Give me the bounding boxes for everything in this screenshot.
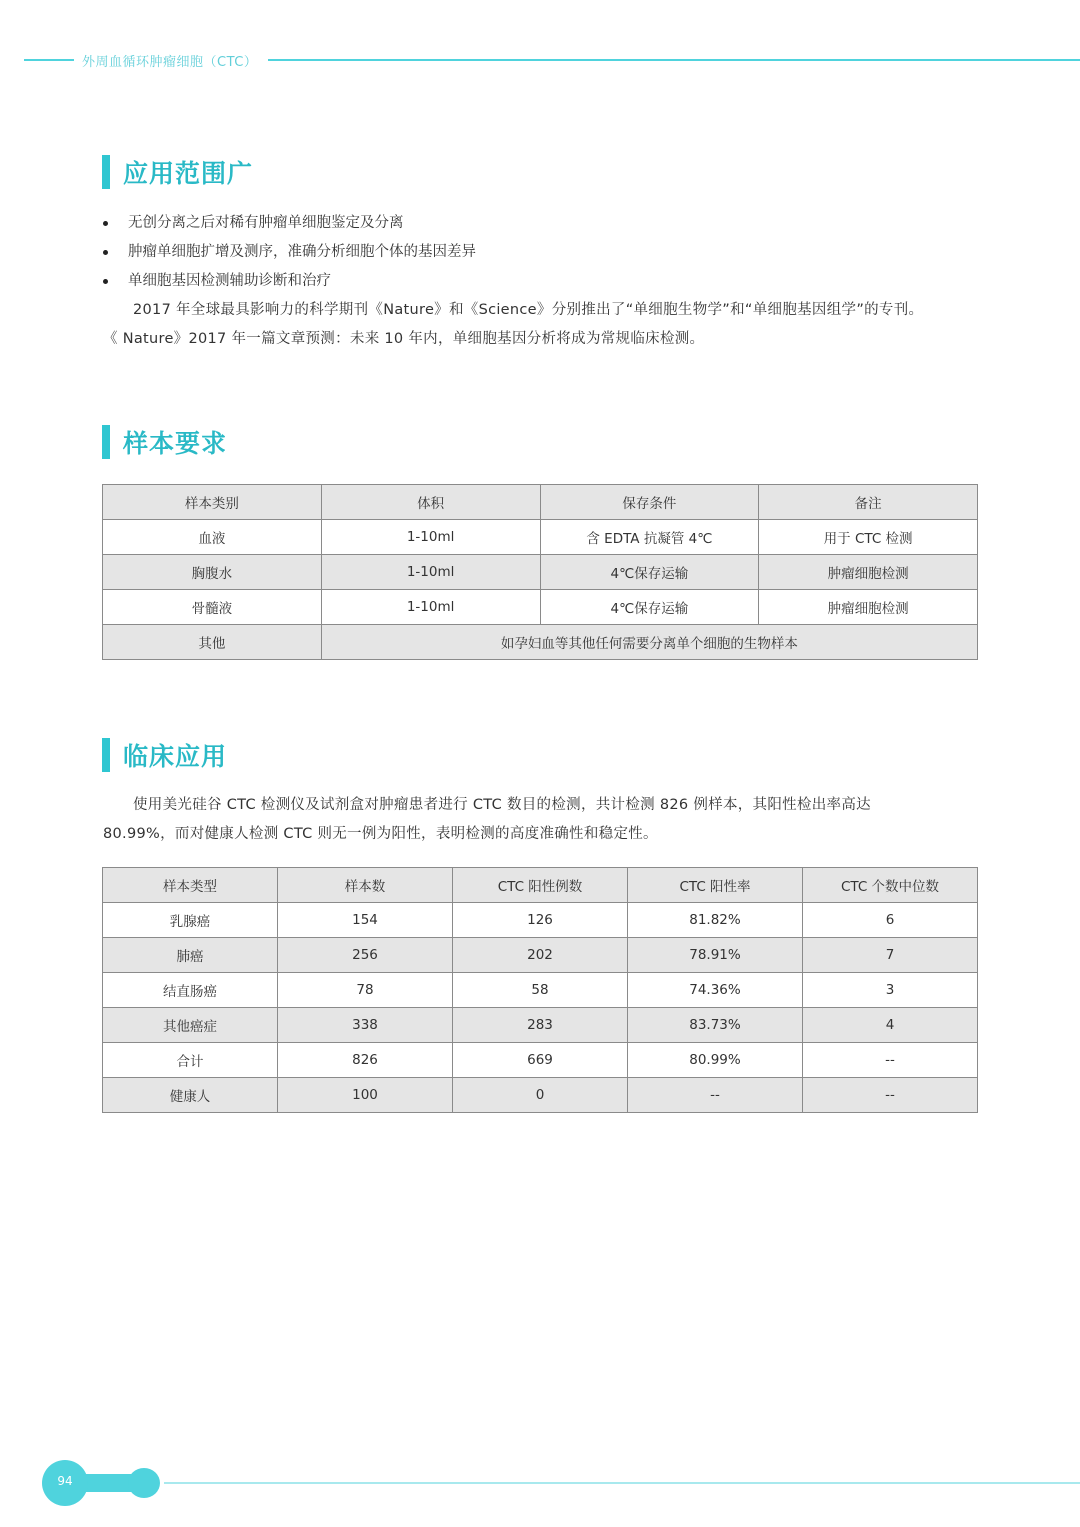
table-cell-merged: 如孕妇血等其他任何需要分离单个细胞的生物样本	[321, 625, 977, 660]
header-line-left	[24, 59, 74, 61]
table-row	[103, 1008, 978, 1043]
section-heading-clinical-application	[102, 737, 227, 773]
table-cell: --	[628, 1078, 803, 1113]
table-cell: 1-10ml	[321, 590, 540, 625]
table-cell: 826	[278, 1043, 453, 1078]
paragraph-line: 使用美光硅谷 CTC 检测仪及试剂盒对肿瘤患者进行 CTC 数目的检测，共计检测 826 例样本，其阳性检出率高达	[133, 797, 871, 813]
table-cell: 胸腹水	[103, 555, 322, 590]
header-title: 外周血循环肿瘤细胞（CTC）	[82, 55, 258, 70]
table-cell: 血液	[103, 520, 322, 555]
paragraph-line: 2017 年全球最具影响力的科学期刊《Nature》和《Science》分别推出了“单细胞生物学”和“单细胞基因组学”的专刊。	[133, 302, 924, 318]
paragraph-line: 《 Nature》2017 年一篇文章预测：未来 10 年内，单细胞基因分析将成为常规临床检测。	[103, 331, 705, 347]
clinical-paragraph	[103, 791, 983, 849]
table-cell: 其他癌症	[103, 1008, 278, 1043]
table-cell: 4℃保存运输	[540, 555, 759, 590]
footer-line	[164, 1482, 1080, 1484]
bullet-icon	[103, 279, 108, 284]
table-header-row	[103, 485, 978, 520]
feature-bullet-list	[103, 210, 983, 297]
column-header: CTC 个数中位数	[803, 868, 978, 903]
table-cell: 结直肠癌	[103, 973, 278, 1008]
table-cell: 81.82%	[628, 903, 803, 938]
column-header: 体积	[321, 485, 540, 520]
table-cell: 669	[453, 1043, 628, 1078]
table-row	[103, 1078, 978, 1113]
column-header: 备注	[759, 485, 978, 520]
section-title: 临床应用	[123, 742, 228, 771]
section-heading-application	[102, 154, 253, 190]
table-cell: 7	[803, 938, 978, 973]
column-header: 样本数	[278, 868, 453, 903]
table-cell: 3	[803, 973, 978, 1008]
table-cell: 78	[278, 973, 453, 1008]
table-cell: 100	[278, 1078, 453, 1113]
table-row	[103, 590, 978, 625]
section-title: 样本要求	[123, 429, 228, 458]
table-cell: 126	[453, 903, 628, 938]
table-row	[103, 973, 978, 1008]
table-cell: 78.91%	[628, 938, 803, 973]
page-number: 94	[57, 1474, 73, 1488]
list-item	[103, 210, 983, 239]
header-line-right	[268, 59, 1080, 61]
table-cell: 58	[453, 973, 628, 1008]
table-cell: 283	[453, 1008, 628, 1043]
footer-decoration	[128, 1468, 160, 1498]
table-cell: 用于 CTC 检测	[759, 520, 978, 555]
table-cell: 其他	[103, 625, 322, 660]
table-row	[103, 938, 978, 973]
column-header: CTC 阳性例数	[453, 868, 628, 903]
paragraph-line: 80.99%，而对健康人检测 CTC 则无一例为阳性，表明检测的高度准确性和稳定性。	[103, 826, 658, 842]
list-item-text: 无创分离之后对稀有肿瘤单细胞鉴定及分离	[128, 215, 404, 231]
list-item-text: 单细胞基因检测辅助诊断和治疗	[128, 273, 331, 289]
section-title: 应用范围广	[123, 159, 254, 188]
list-item	[103, 268, 983, 297]
column-header: 样本类别	[103, 485, 322, 520]
table-row	[103, 1043, 978, 1078]
table-cell: 健康人	[103, 1078, 278, 1113]
table-cell: 肿瘤细胞检测	[759, 590, 978, 625]
table-cell: 83.73%	[628, 1008, 803, 1043]
table-row	[103, 625, 978, 660]
table-cell: 4℃保存运输	[540, 590, 759, 625]
table-cell: 4	[803, 1008, 978, 1043]
table-cell: 80.99%	[628, 1043, 803, 1078]
table-cell: 肿瘤细胞检测	[759, 555, 978, 590]
column-header: CTC 阳性率	[628, 868, 803, 903]
table-cell: --	[803, 1043, 978, 1078]
column-header: 样本类型	[103, 868, 278, 903]
table-cell: 1-10ml	[321, 520, 540, 555]
table-header-row	[103, 868, 978, 903]
table-cell: 256	[278, 938, 453, 973]
clinical-results-table	[102, 867, 978, 1113]
table-cell: 肺癌	[103, 938, 278, 973]
table-cell: --	[803, 1078, 978, 1113]
table-row	[103, 555, 978, 590]
bullet-icon	[103, 221, 108, 226]
table-cell: 154	[278, 903, 453, 938]
table-cell: 乳腺癌	[103, 903, 278, 938]
table-cell: 338	[278, 1008, 453, 1043]
column-header: 保存条件	[540, 485, 759, 520]
table-cell: 6	[803, 903, 978, 938]
table-row	[103, 520, 978, 555]
table-cell: 合计	[103, 1043, 278, 1078]
table-row	[103, 903, 978, 938]
intro-paragraph	[103, 296, 983, 354]
section-heading-sample-requirements	[102, 424, 227, 460]
table-cell: 0	[453, 1078, 628, 1113]
list-item	[103, 239, 983, 268]
heading-accent-bar	[102, 738, 110, 772]
table-cell: 1-10ml	[321, 555, 540, 590]
heading-accent-bar	[102, 425, 110, 459]
table-cell: 含 EDTA 抗凝管 4℃	[540, 520, 759, 555]
table-cell: 骨髓液	[103, 590, 322, 625]
list-item-text: 肿瘤单细胞扩增及测序，准确分析细胞个体的基因差异	[128, 244, 476, 260]
table-cell: 202	[453, 938, 628, 973]
page-footer	[0, 1460, 1080, 1506]
bullet-icon	[103, 250, 108, 255]
page-header	[0, 48, 1080, 72]
sample-requirements-table	[102, 484, 978, 660]
table-cell: 74.36%	[628, 973, 803, 1008]
heading-accent-bar	[102, 155, 110, 189]
